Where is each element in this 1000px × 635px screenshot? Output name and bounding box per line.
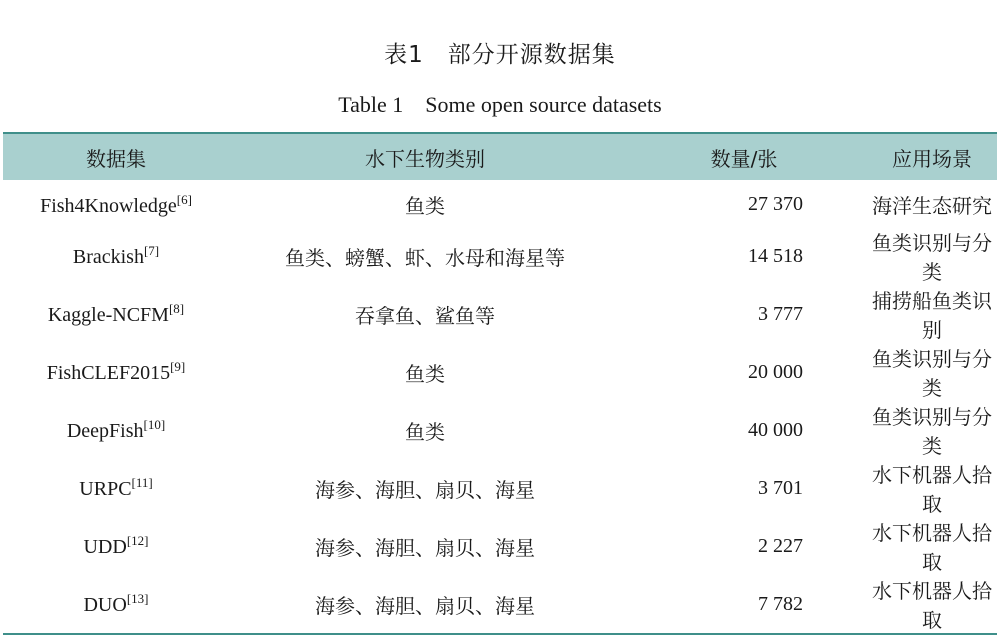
dataset-name-cell: [3, 459, 229, 517]
application-cell: 捕捞船鱼类识别: [872, 289, 992, 342]
application-cell: 鱼类识别与分类: [872, 405, 992, 458]
category-cell: 海参、海胆、扇贝、海星: [315, 477, 535, 502]
application-cell: 海洋生态研究: [872, 194, 992, 218]
category-cell: 鱼类: [405, 361, 445, 386]
reference-number: [8]: [168, 301, 185, 316]
dataset-name: Brackish: [72, 246, 144, 268]
reference-number: [13]: [126, 591, 149, 606]
category-cell: 鱼类: [405, 419, 445, 444]
datasets-table: [3, 132, 997, 635]
reference-number: [12]: [126, 533, 149, 548]
reference-number: [6]: [176, 191, 192, 207]
reference-number: [10]: [143, 417, 166, 432]
table-row: [3, 227, 997, 285]
count-cell: 14 518: [748, 244, 803, 267]
table-row: [3, 575, 997, 634]
dataset-name: URPC: [79, 478, 132, 500]
table-header-row: [3, 133, 997, 180]
dataset-name-cell: [3, 517, 229, 575]
dataset-name-cell: [3, 180, 229, 227]
count-cell: 2 227: [758, 534, 803, 557]
count-cell: 3 701: [758, 476, 803, 499]
dataset-name-cell: [3, 575, 229, 634]
dataset-name: FishCLEF2015: [46, 362, 171, 384]
application-cell: 鱼类识别与分类: [872, 347, 992, 400]
header-count: 数量/张: [621, 133, 867, 180]
dataset-name-cell: [3, 401, 229, 459]
dataset-name-cell: [3, 343, 229, 401]
header-application: 应用场景: [867, 133, 997, 180]
table-row: [3, 517, 997, 575]
count-cell: 40 000: [748, 418, 803, 441]
table-caption-english: Table 1 Some open source datasets: [338, 92, 662, 117]
application-cell: 水下机器人拾取: [872, 463, 992, 516]
dataset-name-cell: [3, 227, 229, 285]
count-cell: 3 777: [758, 302, 803, 325]
category-cell: 海参、海胆、扇贝、海星: [315, 593, 535, 618]
reference-number: [7]: [143, 243, 160, 258]
application-cell: 鱼类识别与分类: [872, 231, 992, 284]
reference-number: [9]: [170, 359, 186, 374]
table-row: [3, 459, 997, 517]
category-cell: 吞拿鱼、鲨鱼等: [355, 303, 495, 328]
category-cell: 鱼类: [405, 194, 445, 218]
count-cell: 27 370: [748, 193, 803, 215]
table-row: [3, 343, 997, 401]
category-cell: 海参、海胆、扇贝、海星: [315, 535, 535, 560]
table-caption-chinese: 表1 部分开源数据集: [384, 42, 616, 68]
table-row: [3, 180, 997, 227]
table-row: [3, 285, 997, 343]
dataset-name-cell: [3, 285, 229, 343]
header-category: 水下生物类别: [229, 133, 621, 180]
application-cell: 水下机器人拾取: [872, 521, 992, 574]
count-cell: 7 782: [758, 592, 803, 615]
dataset-name: DeepFish: [66, 420, 144, 442]
application-cell: 水下机器人拾取: [872, 579, 992, 632]
dataset-name: Kaggle-NCFM: [47, 304, 169, 326]
category-cell: 鱼类、螃蟹、虾、水母和海星等: [285, 245, 565, 270]
header-dataset: 数据集: [3, 133, 229, 180]
reference-number: [11]: [131, 475, 153, 490]
dataset-name: Fish4Knowledge: [40, 194, 177, 217]
count-cell: 20 000: [748, 360, 803, 383]
dataset-name: UDD: [83, 536, 127, 558]
table-row: [3, 401, 997, 459]
dataset-name: DUO: [83, 594, 127, 616]
